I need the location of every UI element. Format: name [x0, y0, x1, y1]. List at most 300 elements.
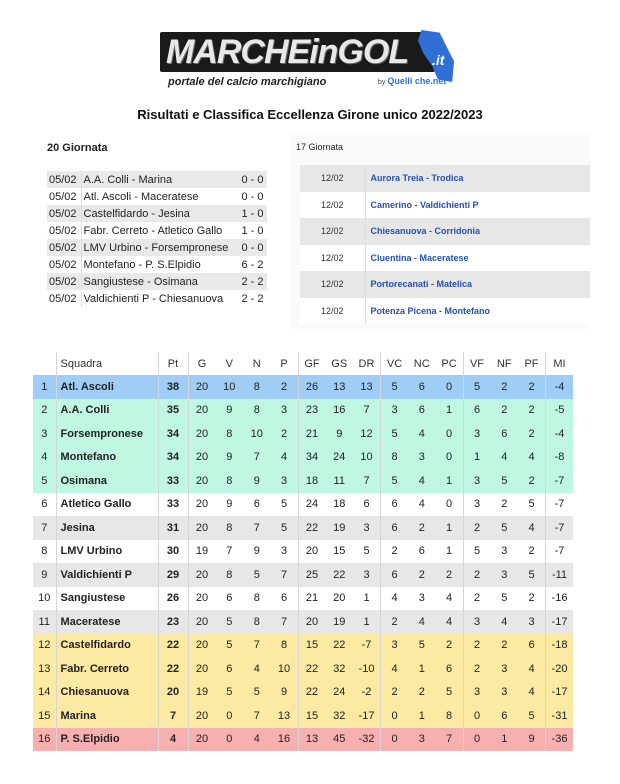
- cell-home-won: 0: [391, 733, 398, 746]
- cell-home-won: 5: [391, 427, 398, 440]
- cell-away-drawn: 4: [501, 451, 508, 464]
- cell-lost: 5: [271, 516, 299, 540]
- cell-goals-for: 21: [305, 592, 319, 605]
- cell-position: 16: [33, 728, 56, 752]
- cell-home-drawn: 2: [418, 686, 425, 699]
- cell-away-drawn: 3: [501, 662, 508, 675]
- cell-points: 31: [158, 516, 188, 540]
- cell-goals-against: 11: [333, 474, 345, 487]
- cell-goals-against: 15: [333, 545, 346, 558]
- cell-position: 11: [33, 610, 56, 634]
- cell-points: 35: [158, 399, 188, 423]
- fixture-date: 12/02: [300, 245, 365, 272]
- fixture-date: 12/02: [300, 271, 365, 298]
- fixture-row: [300, 245, 590, 272]
- cell-home-drawn: 6: [418, 545, 425, 558]
- fixture-match-link[interactable]: Cluentina - Maceratese: [370, 252, 469, 263]
- cell-points: 23: [158, 610, 188, 634]
- header-away-drawn[interactable]: NF: [496, 357, 512, 370]
- cell-team[interactable]: Valdichienti P: [56, 563, 158, 587]
- cell-drawn: 4: [253, 662, 260, 675]
- result-score: 0 - 0: [241, 190, 264, 203]
- cell-points: 4: [158, 728, 188, 752]
- cell-goals-against: 19: [333, 615, 346, 628]
- cell-played: 20: [195, 404, 209, 417]
- cell-home-drawn: 6: [418, 380, 425, 393]
- cell-goals-for: 15: [305, 639, 319, 652]
- result-match: Atl. Ascoli - Maceratese: [83, 190, 199, 203]
- cell-goals-against: 22: [333, 639, 346, 652]
- fixture-date: 12/02: [300, 298, 365, 325]
- result-match: A.A. Colli - Marina: [83, 173, 173, 186]
- fixtures-heading: 17 Giornata: [296, 142, 344, 152]
- cell-home-lost: 1: [436, 516, 464, 540]
- cell-played: 20: [195, 521, 209, 534]
- cell-away-won: 2: [473, 662, 481, 675]
- cell-mi: -5: [554, 404, 565, 417]
- cell-position: 7: [33, 516, 56, 540]
- cell-goal-diff: 5: [353, 540, 381, 564]
- header-away-won[interactable]: VF: [469, 357, 485, 370]
- cell-played: 20: [195, 498, 209, 511]
- cell-lost: 2: [271, 375, 299, 399]
- logo-partner: [378, 76, 446, 86]
- cell-away-drawn: 5: [501, 474, 508, 487]
- cell-goals-against: 19: [333, 521, 346, 534]
- cell-points: 7: [158, 704, 188, 728]
- cell-team[interactable]: Jesina: [56, 516, 158, 540]
- cell-away-lost: 4: [518, 657, 546, 681]
- cell-away-won: 3: [473, 474, 481, 487]
- cell-lost: 2: [271, 422, 299, 446]
- cell-drawn: 4: [253, 733, 260, 746]
- fixture-row: [300, 165, 590, 192]
- fixture-match-link[interactable]: Chiesanuova - Corridonia: [370, 226, 481, 237]
- cell-played: 20: [195, 709, 209, 722]
- cell-team[interactable]: Chiesanuova: [56, 681, 158, 705]
- cell-goal-diff: -7: [353, 634, 381, 658]
- standings-row: [33, 563, 573, 587]
- cell-team[interactable]: Maceratese: [56, 610, 158, 634]
- cell-away-lost: 5: [518, 563, 546, 587]
- cell-points: 26: [158, 587, 188, 611]
- cell-away-drawn: 5: [501, 521, 508, 534]
- cell-home-drawn: 1: [418, 709, 425, 722]
- standings-row: [33, 469, 573, 493]
- cell-home-lost: 6: [436, 657, 464, 681]
- standings-row: [33, 446, 573, 470]
- header-goals-against[interactable]: GS: [331, 357, 348, 370]
- cell-goals-for: 25: [305, 568, 319, 581]
- header-goals-for[interactable]: GF: [304, 357, 320, 370]
- result-row: [47, 256, 267, 273]
- cell-goals-against: 32: [333, 709, 346, 722]
- cell-mi: -7: [554, 498, 565, 511]
- cell-goals-against: 45: [333, 733, 346, 746]
- result-match: Valdichienti P - Chiesanuova: [83, 292, 224, 305]
- fixture-match-link[interactable]: Camerino - Valdichienti P: [370, 199, 479, 210]
- logo-tld: .it: [432, 52, 445, 68]
- cell-position: 3: [33, 422, 56, 446]
- cell-goals-against: 9: [336, 427, 343, 440]
- cell-drawn: 5: [253, 568, 260, 581]
- cell-away-drawn: 2: [501, 498, 508, 511]
- cell-drawn: 10: [250, 427, 263, 440]
- header-goal-diff[interactable]: DR: [353, 352, 381, 375]
- cell-position: 5: [33, 469, 56, 493]
- cell-lost: 7: [271, 610, 299, 634]
- cell-team[interactable]: P. S.Elpidio: [56, 728, 158, 752]
- cell-home-won: 6: [391, 568, 398, 581]
- cell-lost: 3: [271, 469, 299, 493]
- cell-lost: 8: [271, 634, 299, 658]
- cell-goal-diff: 7: [353, 399, 381, 423]
- cell-drawn: 8: [253, 380, 260, 393]
- cell-team[interactable]: Castelfidardo: [56, 634, 158, 658]
- fixture-row: [300, 271, 590, 298]
- header-lost[interactable]: P: [271, 352, 299, 375]
- cell-home-drawn: 4: [418, 498, 425, 511]
- header-team[interactable]: Squadra: [56, 352, 158, 375]
- cell-away-drawn: 2: [501, 639, 508, 652]
- cell-home-drawn: 4: [418, 474, 425, 487]
- header-mi[interactable]: MI: [553, 357, 566, 370]
- cell-away-lost: 2: [518, 587, 546, 611]
- cell-away-drawn: 5: [501, 592, 508, 605]
- cell-position: 4: [33, 446, 56, 470]
- cell-won: 6: [226, 592, 233, 605]
- header-home-lost[interactable]: PC: [436, 352, 464, 375]
- cell-mi: -16: [551, 592, 568, 605]
- standings-row: [33, 493, 573, 517]
- cell-team[interactable]: Osimana: [56, 469, 158, 493]
- cell-home-drawn: 2: [418, 568, 425, 581]
- cell-mi: -8: [554, 451, 565, 464]
- result-match: Montefano - P. S.Elpidio: [83, 258, 201, 271]
- cell-points: 38: [158, 375, 188, 399]
- cell-home-drawn: 3: [418, 451, 425, 464]
- cell-away-lost: 3: [518, 610, 546, 634]
- cell-home-lost: 0: [436, 422, 464, 446]
- result-row: [47, 188, 267, 205]
- header-won[interactable]: V: [225, 357, 233, 370]
- cell-home-won: 8: [391, 451, 398, 464]
- cell-mi: -7: [554, 474, 565, 487]
- result-score: 1 - 0: [241, 224, 264, 237]
- cell-position: 6: [33, 493, 56, 517]
- cell-away-drawn: 3: [501, 686, 508, 699]
- cell-away-drawn: 4: [501, 615, 508, 628]
- cell-played: 19: [195, 686, 209, 699]
- cell-mi: -4: [554, 380, 565, 393]
- cell-goal-diff: 7: [353, 469, 381, 493]
- cell-away-won: 3: [473, 615, 481, 628]
- cell-played: 20: [195, 380, 209, 393]
- cell-won: 9: [226, 404, 233, 417]
- result-match: Castelfidardo - Jesina: [83, 207, 190, 220]
- result-date: 05/02: [47, 256, 81, 273]
- cell-team[interactable]: Atletico Gallo: [56, 493, 158, 517]
- site-logo[interactable]: [160, 30, 455, 94]
- cell-home-won: 0: [391, 709, 398, 722]
- cell-home-won: 2: [391, 615, 398, 628]
- cell-team[interactable]: Marina: [56, 704, 158, 728]
- cell-team[interactable]: Fabr. Cerreto: [56, 657, 158, 681]
- logo-partner-name: Quelli che.net: [387, 76, 447, 86]
- cell-away-won: 2: [473, 592, 481, 605]
- fixtures-table: [300, 165, 590, 324]
- cell-away-won: 3: [473, 686, 481, 699]
- cell-goal-diff: 1: [353, 610, 381, 634]
- cell-lost: 4: [271, 446, 299, 470]
- standings-row: [33, 657, 573, 681]
- cell-lost: 6: [271, 587, 299, 611]
- header-played[interactable]: G: [197, 357, 207, 370]
- cell-home-drawn: 6: [418, 404, 425, 417]
- standings-row: [33, 634, 573, 658]
- cell-away-won: 1: [473, 451, 481, 464]
- fixture-match-link[interactable]: Aurora Treia - Trodica: [370, 173, 464, 184]
- cell-team[interactable]: Montefano: [56, 446, 158, 470]
- cell-won: 8: [226, 427, 233, 440]
- cell-away-drawn: 2: [501, 380, 508, 393]
- cell-away-won: 6: [473, 404, 481, 417]
- fixtures-panel: [290, 133, 590, 329]
- cell-won: 5: [226, 639, 233, 652]
- cell-away-lost: 6: [518, 634, 546, 658]
- result-date: 05/02: [47, 188, 81, 205]
- cell-goals-against: 20: [333, 592, 346, 605]
- cell-won: 10: [223, 380, 236, 393]
- cell-goals-for: 20: [305, 615, 319, 628]
- cell-home-drawn: 4: [418, 427, 425, 440]
- cell-played: 20: [195, 568, 209, 581]
- cell-goal-diff: 10: [353, 446, 381, 470]
- cell-home-won: 2: [391, 686, 398, 699]
- cell-home-won: 4: [391, 662, 398, 675]
- standings-row: [33, 422, 573, 446]
- cell-away-lost: 4: [518, 681, 546, 705]
- cell-position: 1: [33, 375, 56, 399]
- fixture-date: 12/02: [300, 218, 365, 245]
- cell-mi: -4: [554, 427, 565, 440]
- cell-lost: 3: [271, 540, 299, 564]
- cell-position: 9: [33, 563, 56, 587]
- cell-drawn: 7: [253, 709, 260, 722]
- standings-row: [33, 540, 573, 564]
- cell-goals-for: 22: [305, 662, 319, 675]
- result-row: [47, 239, 267, 256]
- cell-goals-for: 15: [305, 709, 319, 722]
- cell-away-won: 3: [473, 427, 481, 440]
- cell-goal-diff: -17: [353, 704, 381, 728]
- cell-lost: 3: [271, 399, 299, 423]
- cell-home-drawn: 2: [418, 521, 425, 534]
- cell-mi: -7: [554, 521, 565, 534]
- cell-home-won: 3: [391, 404, 398, 417]
- cell-away-won: 5: [473, 545, 481, 558]
- cell-home-drawn: 3: [418, 592, 425, 605]
- result-match: LMV Urbino - Forsempronese: [83, 241, 229, 254]
- cell-home-lost: 2: [436, 634, 464, 658]
- cell-away-drawn: 1: [501, 733, 508, 746]
- cell-mi: -20: [551, 662, 568, 675]
- fixture-date: 12/02: [300, 165, 365, 192]
- results-heading: 20 Giornata: [47, 142, 108, 154]
- cell-home-lost: 4: [436, 587, 464, 611]
- cell-goal-diff: -32: [353, 728, 381, 752]
- cell-away-won: 2: [473, 568, 481, 581]
- standings-row: [33, 375, 573, 399]
- cell-mi: -18: [551, 639, 568, 652]
- cell-team[interactable]: Forsempronese: [56, 422, 158, 446]
- cell-mi: -11: [551, 568, 568, 581]
- cell-goal-diff: 1: [353, 587, 381, 611]
- cell-points: 20: [158, 681, 188, 705]
- cell-away-lost: 9: [518, 728, 546, 752]
- cell-home-lost: 7: [436, 728, 464, 752]
- cell-mi: -7: [554, 545, 565, 558]
- fixture-row: [300, 218, 590, 245]
- cell-played: 20: [195, 592, 209, 605]
- cell-team[interactable]: Atl. Ascoli: [56, 375, 158, 399]
- result-date: 05/02: [47, 290, 81, 307]
- cell-goal-diff: 6: [353, 493, 381, 517]
- cell-drawn: 7: [253, 521, 260, 534]
- cell-position: 13: [33, 657, 56, 681]
- cell-away-drawn: 2: [501, 404, 508, 417]
- standings-row: [33, 704, 573, 728]
- cell-away-won: 3: [473, 498, 481, 511]
- cell-won: 8: [226, 568, 233, 581]
- result-date: 05/02: [47, 239, 81, 256]
- cell-home-lost: 0: [436, 493, 464, 517]
- cell-won: 9: [226, 498, 233, 511]
- header-home-won[interactable]: VC: [386, 357, 403, 370]
- cell-won: 8: [226, 474, 233, 487]
- cell-home-lost: 0: [436, 446, 464, 470]
- cell-goal-diff: 12: [353, 422, 381, 446]
- cell-away-won: 0: [473, 709, 481, 722]
- cell-goal-diff: -2: [353, 681, 381, 705]
- cell-home-lost: 1: [436, 540, 464, 564]
- header-away-lost[interactable]: PF: [518, 352, 546, 375]
- cell-points: 29: [158, 563, 188, 587]
- cell-team[interactable]: A.A. Colli: [56, 399, 158, 423]
- cell-drawn: 7: [253, 639, 260, 652]
- cell-mi: -17: [551, 615, 568, 628]
- cell-away-lost: 4: [518, 516, 546, 540]
- header-position[interactable]: [33, 352, 56, 375]
- logo-text: MARCHEinGOL: [166, 33, 409, 71]
- result-score: 2 - 2: [241, 292, 264, 305]
- cell-away-lost: 2: [518, 540, 546, 564]
- header-home-drawn[interactable]: NC: [413, 357, 430, 370]
- cell-lost: 7: [271, 563, 299, 587]
- cell-team[interactable]: Sangiustese: [56, 587, 158, 611]
- cell-drawn: 9: [253, 474, 260, 487]
- cell-position: 2: [33, 399, 56, 423]
- cell-won: 0: [226, 709, 233, 722]
- cell-position: 14: [33, 681, 56, 705]
- cell-home-won: 5: [391, 474, 398, 487]
- cell-played: 20: [195, 639, 209, 652]
- cell-home-won: 6: [391, 521, 398, 534]
- result-row: [47, 222, 267, 239]
- cell-team[interactable]: LMV Urbino: [56, 540, 158, 564]
- cell-goals-for: 24: [305, 498, 319, 511]
- cell-drawn: 6: [253, 498, 260, 511]
- cell-lost: 16: [271, 728, 299, 752]
- cell-goals-against: 18: [333, 498, 346, 511]
- cell-points: 22: [158, 657, 188, 681]
- result-date: 05/02: [47, 222, 81, 239]
- cell-home-drawn: 5: [418, 639, 425, 652]
- standings-table: [33, 352, 573, 751]
- cell-goals-against: 13: [333, 380, 346, 393]
- cell-played: 20: [195, 427, 209, 440]
- standings-row: [33, 681, 573, 705]
- cell-won: 8: [226, 521, 233, 534]
- cell-away-lost: 5: [518, 704, 546, 728]
- cell-home-drawn: 3: [418, 733, 425, 746]
- cell-away-lost: 4: [518, 446, 546, 470]
- cell-home-lost: 1: [436, 399, 464, 423]
- cell-goals-against: 22: [333, 568, 346, 581]
- result-row: [47, 171, 267, 188]
- result-row: [47, 273, 267, 290]
- cell-goal-diff: 3: [353, 516, 381, 540]
- cell-goals-against: 24: [333, 686, 346, 699]
- cell-played: 20: [195, 615, 209, 628]
- cell-goals-for: 26: [305, 380, 319, 393]
- results-table: [47, 171, 267, 307]
- result-score: 0 - 0: [241, 241, 264, 254]
- result-date: 05/02: [47, 171, 81, 188]
- cell-drawn: 8: [253, 615, 260, 628]
- cell-mi: -36: [551, 733, 568, 746]
- cell-goals-for: 21: [305, 427, 319, 440]
- cell-away-drawn: 6: [501, 709, 508, 722]
- header-drawn[interactable]: N: [252, 357, 261, 370]
- fixture-date: 12/02: [300, 192, 365, 219]
- cell-played: 20: [195, 662, 209, 675]
- standings-row: [33, 587, 573, 611]
- result-score: 2 - 2: [241, 275, 264, 288]
- header-points[interactable]: Pt: [158, 352, 188, 375]
- page-title: Risultati e Classifica Eccellenza Girone unico 2022/2023: [137, 107, 483, 122]
- cell-mi: -17: [551, 686, 568, 699]
- cell-away-drawn: 3: [501, 545, 508, 558]
- cell-away-won: 2: [473, 639, 481, 652]
- cell-drawn: 5: [253, 686, 260, 699]
- cell-away-drawn: 3: [501, 568, 508, 581]
- fixture-match-link[interactable]: Portorecanati - Matelica: [370, 279, 473, 290]
- cell-played: 19: [195, 545, 209, 558]
- fixture-match-link[interactable]: Potenza Picena - Montefano: [370, 305, 491, 316]
- cell-points: 33: [158, 493, 188, 517]
- cell-won: 0: [226, 733, 233, 746]
- cell-away-lost: 2: [518, 422, 546, 446]
- standings-row: [33, 610, 573, 634]
- cell-away-lost: 2: [518, 375, 546, 399]
- standings-header-row: [33, 352, 573, 375]
- cell-home-won: 5: [391, 380, 398, 393]
- result-match: Fabr. Cerreto - Atletico Gallo: [83, 224, 223, 237]
- cell-goals-for: 22: [305, 686, 319, 699]
- standings-row: [33, 728, 573, 752]
- result-date: 05/02: [47, 205, 81, 222]
